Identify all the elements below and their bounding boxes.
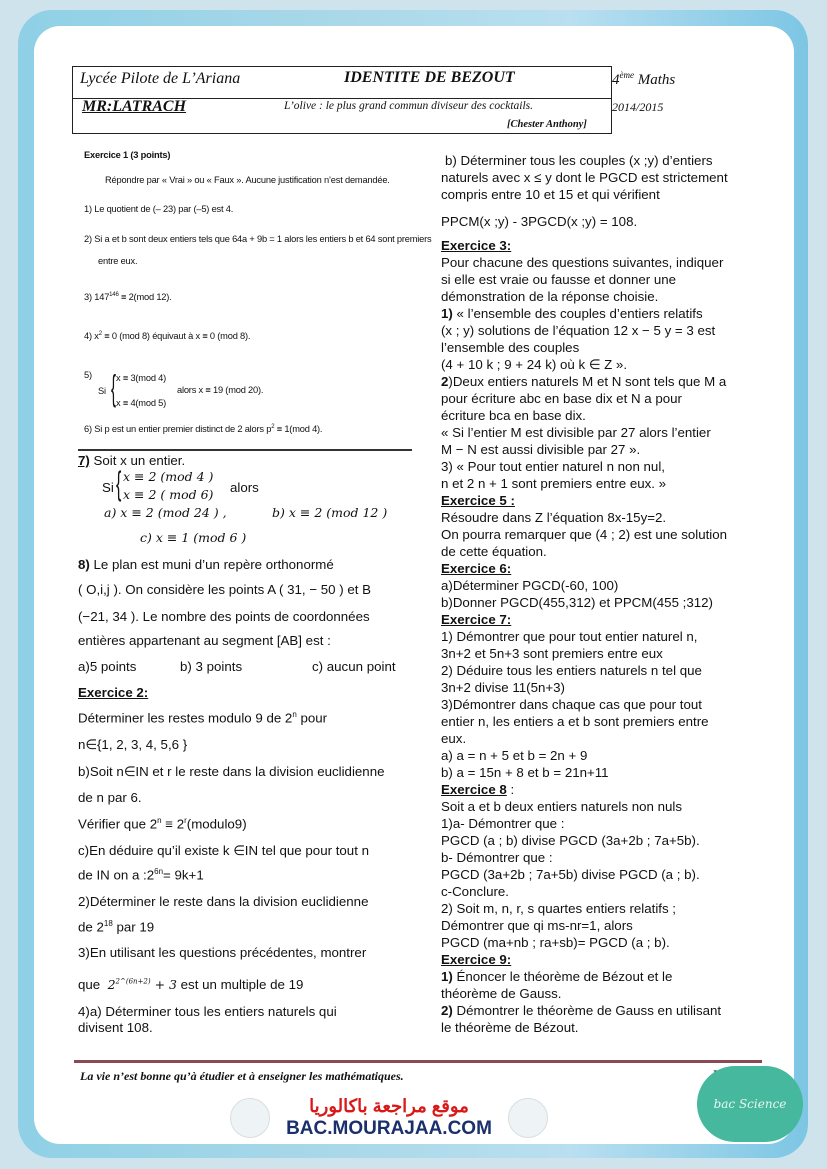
site-arabic-name: موقع مراجعة باكالوريا <box>309 1096 469 1116</box>
ex1-question-1: 1) Le quotient de (– 23) par (–5) est 4. <box>84 204 234 214</box>
page-title: IDENTITE DE BEZOUT <box>344 69 515 86</box>
ex3-line-1: Pour chacune des questions suivantes, indiquer <box>441 255 724 270</box>
ex8-line-8: Démontrer que qi ms-nr=1, alors <box>441 918 633 933</box>
q7-cond-1: x ≡ 2 (mod 4 ) <box>123 469 214 484</box>
ex1-question-5: 5) <box>84 370 92 380</box>
ex7-line-7: eux. <box>441 731 467 746</box>
ex2-4b-line-3: compris entre 10 et 15 et qui vérifient <box>441 187 660 202</box>
ex2-4b-line-2: naturels avec x ≤ y dont le PGCD est strictement <box>441 170 728 185</box>
ex6-line-1: a)Déterminer PGCD(-60, 100) <box>441 578 619 593</box>
q8-answer-b: b) 3 points <box>180 659 243 674</box>
ex1-question-5-cond2: x ≡ 4(mod 5) <box>116 398 167 408</box>
quote-author: [Chester Anthony] <box>507 119 587 130</box>
ex2-line-7: de IN on a $:2^{6n}= 9k+1$ <box>78 867 204 883</box>
q8-line-1: 8) Le plan est muni d’un repère orthonormé <box>78 557 334 572</box>
q7-line: 7) Soit x un entier. <box>78 453 186 468</box>
ex7-line-1: 1) Démontrer que pour tout entier naturel n, <box>441 629 698 644</box>
q8-answer-c: c) aucun point <box>312 659 396 674</box>
ex8-line-9: PGCD (ma+nb ; ra+sb)= PGCD (a ; b). <box>441 935 670 950</box>
ex9-line-4: le théorème de Bézout. <box>441 1020 579 1035</box>
site-logo-left-icon <box>230 1098 270 1138</box>
ex2-line-11: que $2^{2\^{}(6n+2)} + 3$ est un multiple de 19 <box>78 977 304 992</box>
ex2-4b-line-1: b) Déterminer tous les couples (x ;y) d’entiers <box>445 153 713 168</box>
ex9-line-1: 1) Énoncer le théorème de Bézout et le <box>441 969 673 984</box>
teacher-name: MR:LATRACH <box>82 98 187 115</box>
ex3-line-9: pour écriture abc en base dix et N a pour <box>441 391 682 406</box>
ex2-line-9: de $2^{18}$ par 19 <box>78 919 155 935</box>
school-year: 2014/2015 <box>612 100 664 114</box>
ex7-line-8: a) a = n + 5 et b = 2n + 9 <box>441 748 588 763</box>
ex2-line-2: n∈{1, 2, 3, 4, 5,6 } <box>78 737 188 752</box>
ex1-question-2: 2) Si a et b sont deux entiers tels que 64a + 9b = 1 alors les entiers b et 64 sont premiers <box>84 234 432 244</box>
exercise-8-title: Exercice 8 : <box>441 782 515 797</box>
ex1-question-5-si: Si <box>98 386 106 396</box>
ex2-line-10: 3)En utilisant les questions précédentes, montrer <box>78 945 367 960</box>
ex1-question-2-cont: entre eux. <box>98 256 138 266</box>
ex1-question-3: 3) $147^{146} \equiv 2(mod$ 12). <box>84 292 172 303</box>
school-name: Lycée Pilote de L’Ariana <box>80 70 241 87</box>
site-logo-right-icon <box>508 1098 548 1138</box>
q7-brace: { <box>116 467 122 503</box>
ex7-line-9: b) a = 15n + 8 et b = 21n+11 <box>441 765 609 780</box>
level: 4ème Maths <box>612 70 676 88</box>
ex7-line-6: entier n, les entiers a et b sont premiers entre <box>441 714 709 729</box>
ex8-line-7: 2) Soit m, n, r, s quartes entiers relatifs ; <box>441 901 677 916</box>
q8-line-4: entières appartenant au segment [AB] est : <box>78 633 331 648</box>
exercise-3-title: Exercice 3: <box>441 238 512 253</box>
q8-line-3: (−21, 34 ). Le nombre des points de coordonnées <box>78 609 370 624</box>
ex9-line-3: 2) Démontrer le théorème de Gauss en utilisant <box>441 1003 722 1018</box>
header-quote: L’olive : le plus grand commun diviseur des cocktails. <box>284 100 534 112</box>
q7-option-a: a) x ≡ 2 (mod 24 ) , <box>104 505 227 520</box>
ex8-line-6: c-Conclure. <box>441 884 509 899</box>
ex3-line-10: écriture bca en base dix. <box>441 408 586 423</box>
ex3-line-2: si elle est vraie ou fausse et donner une <box>441 272 677 287</box>
ex7-line-2: 3n+2 et 5n+3 sont premiers entre eux <box>441 646 663 661</box>
ex8-line-2: 1)a- Démontrer que : <box>441 816 565 831</box>
exercise-2-title: Exercice 2: <box>78 685 149 700</box>
exercise-1-title: Exercice 1 (3 points) <box>84 150 171 160</box>
ex2-line-1: Déterminer les restes modulo 9 de 2$^n$ pour <box>78 710 328 726</box>
ex2-line-6: c)En déduire qu’il existe k ∈IN tel que pour tout n <box>78 843 369 858</box>
exercise-9-title: Exercice 9: <box>441 952 512 967</box>
footer-motto: La vie n’est bonne qu’à étudier et à enseigner les mathématiques. <box>80 1069 404 1083</box>
exercise-7-title: Exercice 7: <box>441 612 512 627</box>
ex2-line-5: Vérifier que $2^n$ ≡ $2^r(modulo9)$ <box>78 816 247 832</box>
ex6-line-2: b)Donner PGCD(455,312) et PPCM(455 ;312) <box>441 595 713 610</box>
ex3-line-14: n et 2 n + 1 sont premiers entre eux. » <box>441 476 667 491</box>
ex3-line-5: (x ; y) solutions de l’équation 12 x − 5 y = 3 est <box>441 323 716 338</box>
exercise-5-title: Exercice 5 : <box>441 493 515 508</box>
footer-divider <box>74 1060 762 1063</box>
ex1-separator <box>78 449 412 451</box>
site-url-link[interactable]: BAC.MOURAJAA.COM <box>286 1118 492 1139</box>
ex7-line-3: 2) Déduire tous les entiers naturels n tel que <box>441 663 702 678</box>
q7-option-c: c) x ≡ 1 (mod 6 ) <box>140 530 247 545</box>
q8-line-2: ( O,i,j ). On considère les points A ( 31, − 50 ) et B <box>78 582 372 597</box>
q7-alors: alors <box>230 480 259 495</box>
exercise-6-title: Exercice 6: <box>441 561 512 576</box>
exercise-1-instructions: Répondre par « Vrai » ou « Faux ». Aucune justification n’est demandée. <box>105 175 390 185</box>
ex3-line-12: M − N est aussi divisible par 27 ». <box>441 442 641 457</box>
ex5-line-2: On pourra remarquer que (4 ; 2) est une solution <box>441 527 728 542</box>
ex5-line-1: Résoudre dans Z l’équation 8x-15y=2. <box>441 510 667 525</box>
ex7-line-4: 3n+2 divise 11(5n+3) <box>441 680 565 695</box>
ex2-line-8: 2)Déterminer le reste dans la division euclidienne <box>78 894 369 909</box>
ex1-question-5-concl: alors x ≡ 19 (mod 20). <box>177 385 264 395</box>
ex3-line-6: l’ensemble des couples <box>441 340 580 355</box>
ex3-line-8: 2)Deux entiers naturels M et N sont tels que M a <box>441 374 727 389</box>
ex5-line-3: de cette équation. <box>441 544 547 559</box>
q7-si: Si <box>102 480 114 495</box>
ex8-line-1: Soit a et b deux entiers naturels non nuls <box>441 799 682 814</box>
ex3-line-7: (4 + 10 k ; 9 + 24 k) où k ∈ Z ». <box>441 357 628 372</box>
ex1-brace: { <box>111 369 116 410</box>
q7-option-b: b) x ≡ 2 (mod 12 ) <box>272 505 388 520</box>
ex7-line-5: 3)Démontrer dans chaque cas que pour tout <box>441 697 702 712</box>
ex1-question-4: 4) $x^2 \equiv 0$ (mod 8) équivaut à x ≡ 0 (mod 8). <box>84 331 251 342</box>
ex8-line-5: PGCD (3a+2b ; 7a+5b) divise PGCD (a ; b). <box>441 867 700 882</box>
bac-science-badge: bac Science <box>697 1066 803 1142</box>
ex8-line-4: b- Démontrer que : <box>441 850 553 865</box>
ex2-4b-line-4: PPCM(x ;y) - 3PGCD(x ;y) = 108. <box>441 214 638 229</box>
ex2-line-12: 4)a) Déterminer tous les entiers naturels qui <box>78 1004 337 1019</box>
q7-cond-2: x ≡ 2 ( mod 6) <box>123 487 214 502</box>
ex2-line-3: b)Soit n∈IN et r le reste dans la division euclidienne <box>78 764 385 779</box>
ex2-line-4: de n par 6. <box>78 790 142 805</box>
ex9-line-2: théorème de Gauss. <box>441 986 562 1001</box>
ex8-line-3: PGCD (a ; b) divise PGCD (3a+2b ; 7a+5b). <box>441 833 700 848</box>
ex3-line-3: démonstration de la réponse choisie. <box>441 289 659 304</box>
ex3-line-13: 3) « Pour tout entier naturel n non nul, <box>441 459 665 474</box>
ex3-line-4: 1) « l’ensemble des couples d’entiers relatifs <box>441 306 703 321</box>
ex1-question-6: 6) Si p est un entier premier distinct de 2 alors $p^2 \equiv 1(mod$ 4). <box>84 424 323 435</box>
q8-answer-a: a)5 points <box>78 659 137 674</box>
ex3-line-11: « Si l’entier M est divisible par 27 alors l’entier <box>441 425 711 440</box>
ex2-line-13: divisent 108. <box>78 1020 153 1035</box>
site-brand[interactable] <box>278 1096 500 1140</box>
ex1-question-5-cond1: x ≡ 3(mod 4) <box>116 373 167 383</box>
